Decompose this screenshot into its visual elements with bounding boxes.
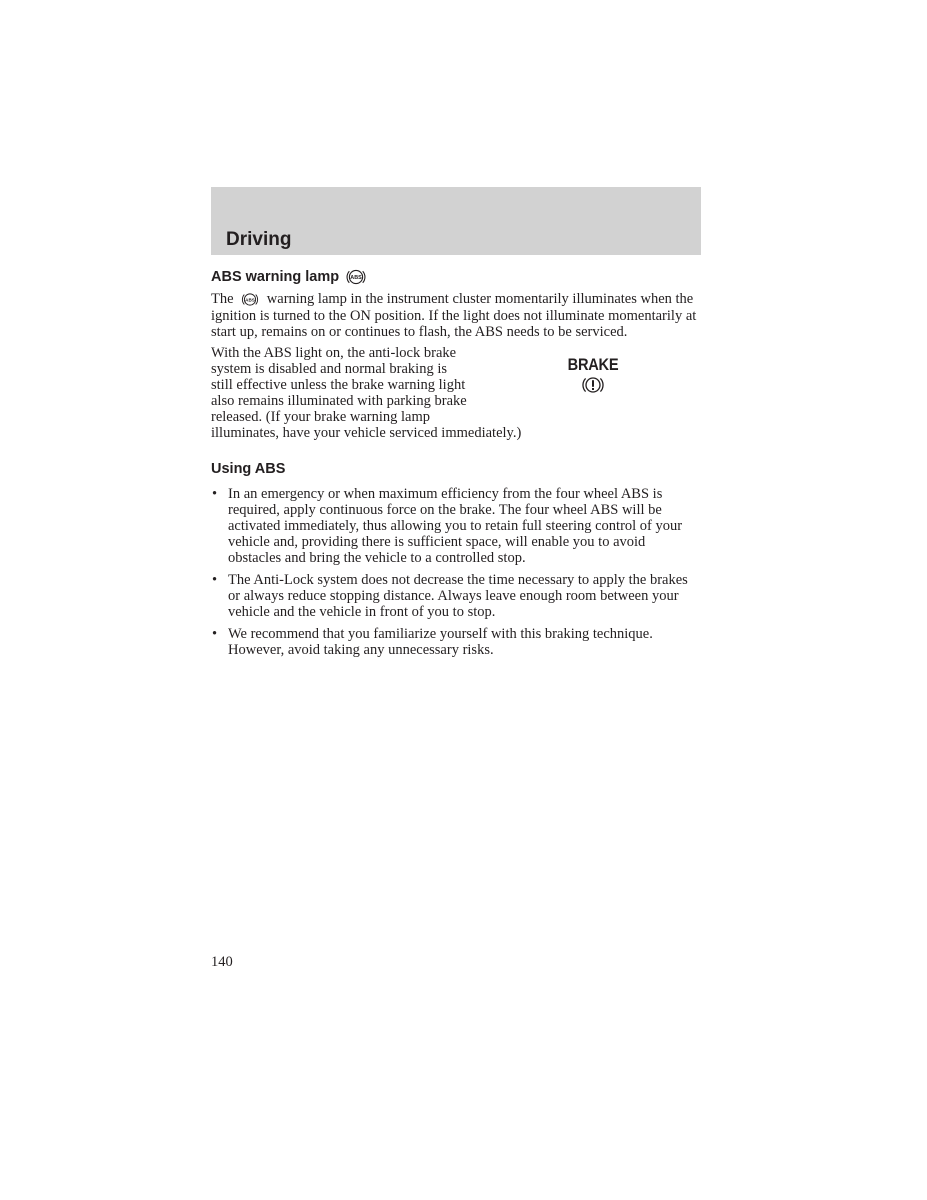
page-content: [211, 266, 701, 664]
abs-inline-icon-text: ABS: [245, 297, 256, 303]
brake-symbol-text: BRAKE: [567, 355, 619, 375]
abs-paragraph-2: With the ABS light on, the anti-lock brake system is disabled and normal braking is still effective unless the brake warning light also remains illuminated with parking brake released. (If your brake warning lamp illuminates, have your vehicle serviced immediately.): [211, 345, 522, 442]
abs-paragraph-1: [211, 291, 701, 340]
list-item-text: In an emergency or when maximum efficiency from the four wheel ABS is required, apply continuous force on the brake. The four wheel ABS will be activated immediately, thus allowing you to retain full steering control of your vehicle and, providing there is sufficient space, will enable you to avoid obstacles and bring the vehicle to a controlled stop.: [228, 486, 683, 567]
brake-warning-symbol: [553, 355, 633, 396]
abs-paragraph-rest: warning lamp in the instrument cluster momentarily illuminates when the ignition is turned to the ON position. If the light does not illuminate momentarily at start up, remains on or continues to flash, the ABS needs to be serviced.: [211, 291, 697, 341]
brake-warning-icon: [580, 374, 606, 396]
list-item: [211, 486, 701, 566]
section-header-band: [211, 187, 701, 255]
bullet-dot: •: [212, 626, 218, 643]
bullet-dot: •: [212, 572, 218, 589]
brake-symbol-area: [469, 345, 701, 415]
list-item: [211, 626, 701, 658]
abs-warning-heading-text: ABS warning lamp: [211, 269, 340, 285]
abs-inline-icon: [240, 291, 260, 308]
list-item: [211, 572, 701, 620]
using-abs-list: [211, 486, 701, 658]
section-title: Driving: [226, 229, 292, 250]
abs-warning-heading: [211, 266, 701, 288]
list-item-text: We recommend that you familiarize yourself with this braking technique. However, avoid taking any unnecessary risks.: [228, 626, 653, 659]
abs-paragraph-2-block: [211, 345, 701, 441]
bullet-dot: •: [212, 486, 218, 503]
page-number: 140: [211, 954, 233, 970]
using-abs-heading: Using ABS: [211, 461, 286, 478]
list-item-text: The Anti-Lock system does not decrease the time necessary to apply the brakes or always reduce stopping distance. Always leave enough room between your vehicle and the vehicle in front of you to stop.: [228, 572, 688, 621]
abs-paragraph-prefix: The: [211, 291, 234, 307]
abs-icon-text: ABS: [350, 275, 362, 282]
abs-warning-icon: [345, 267, 367, 287]
